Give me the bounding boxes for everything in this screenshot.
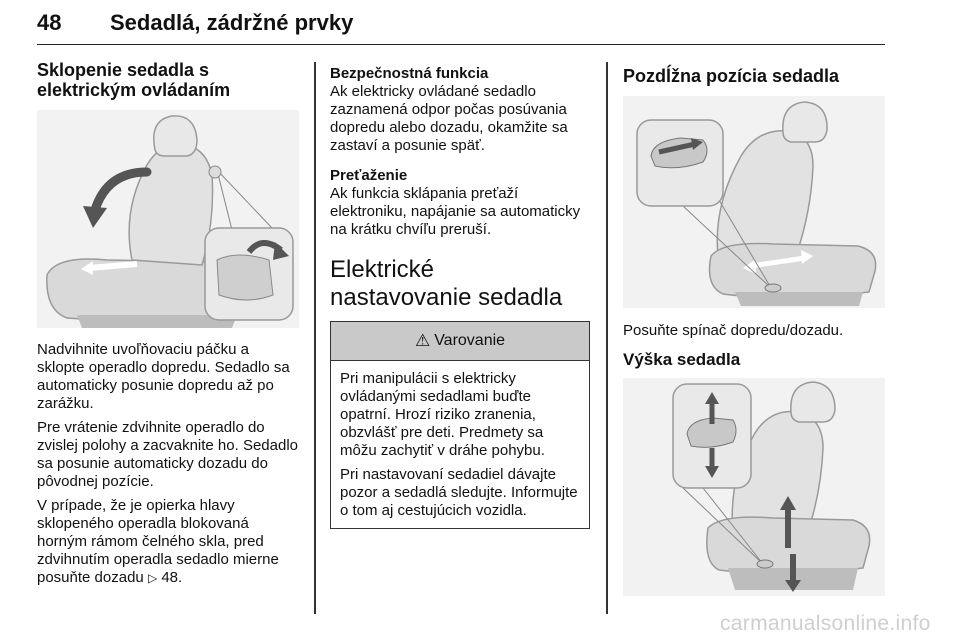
seat-longitudinal-drawing [623, 96, 885, 308]
seat-folding-illustration [37, 110, 299, 328]
seat-height-illustration [623, 378, 885, 596]
chapter-title: Sedadlá, zádržné prvky [110, 10, 354, 35]
caption-longitudinal: Posuňte spínač dopredu/dozadu. [623, 322, 844, 339]
page-reference-arrow-icon: ▷ [147, 571, 158, 585]
warning-body [331, 361, 589, 528]
page-number: 48 [37, 10, 62, 35]
overload-heading: Preťaženie [330, 167, 408, 184]
page-header [37, 6, 885, 45]
page-reference[interactable]: 48. [161, 569, 183, 586]
paragraph-3 [37, 497, 299, 587]
safety-function-text: Ak elektricky ovládané sedadlo zaznamená odpor počas posúvania dopredu alebo dozadu, okamžite sa zastaví a posunie späť. [330, 83, 568, 154]
section-heading-folding: Sklopenie sedadla s elektrickým ovládaním [37, 60, 231, 100]
overload-text: Ak funkcia sklápania preťaží elektroniku, napájanie sa automaticky na krátku chvíľu preruší. [330, 185, 581, 238]
column-1 [37, 60, 299, 587]
section-heading-electric-adjustment: Elektrické nastavovanie sedadla [330, 256, 563, 311]
paragraph-2: Pre vrátenie zdvihnite operadlo do zvislej polohy a zacvaknite ho. Sedadlo sa posunie automaticky dozadu do pôvodnej pozície. [37, 419, 298, 490]
section-heading-longitudinal: Pozdĺžna pozícia sedadla [623, 66, 840, 86]
watermark: carmanualsonline.info [720, 612, 931, 635]
column-2 [330, 60, 595, 529]
seat-folding-drawing [37, 110, 299, 328]
warning-header [331, 322, 589, 361]
column-divider [314, 62, 316, 614]
seat-height-drawing [623, 378, 885, 596]
warning-paragraph-2: Pri nastavovaní sedadiel dávajte pozor a sedadlá sledujte. Informujte o tom aj cestujúcich vozidla. [340, 466, 578, 519]
warning-triangle-icon: ⚠ [414, 331, 431, 350]
section-heading-height: Výška sedadla [623, 350, 741, 369]
seat-longitudinal-illustration [623, 96, 885, 308]
warning-paragraph-1: Pri manipulácii s elektricky ovládanými sedadlami buďte opatrní. Hrozí riziko zranenia, obzvlášť pre deti. Predmety sa môžu zachytiť v dráhe pohybu. [340, 370, 545, 459]
paragraph-1: Nadvihnite uvoľňovaciu páčku a sklopte operadlo dopredu. Sedadlo sa automaticky posunie dopredu až po zarážku. [37, 341, 290, 412]
safety-function-heading: Bezpečnostná funkcia [330, 65, 489, 82]
paragraph-3-text: V prípade, že je opierka hlavy sklopeného operadla blokovaná horným rámom čelného skla, pred zdvihnutím operadla sedadlo mierne posuňte dozadu [37, 497, 279, 586]
warning-box [330, 321, 590, 529]
column-3 [623, 60, 885, 596]
warning-title: Varovanie [434, 332, 506, 349]
column-divider [606, 62, 608, 614]
